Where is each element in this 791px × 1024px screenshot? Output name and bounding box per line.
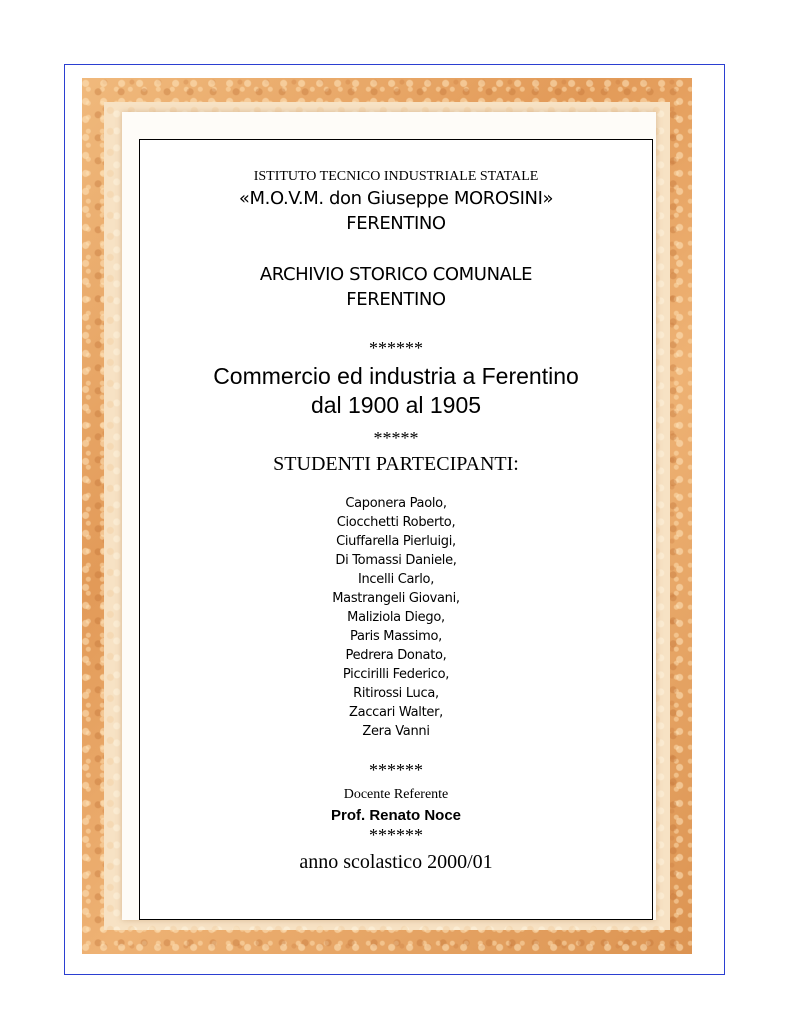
- student-name: Maliziola Diego,: [347, 610, 445, 625]
- teacher-role: Docente Referente: [343, 787, 449, 802]
- student-name: Ritirossi Luca,: [353, 686, 439, 701]
- school-city: FERENTINO: [346, 213, 446, 234]
- separator-4: ******: [369, 825, 423, 845]
- separator-1: ******: [369, 338, 423, 358]
- student-name: Di Tomassi Daniele,: [335, 553, 457, 568]
- institute-name: ISTITUTO TECNICO INDUSTRIALE STATALE: [253, 169, 539, 184]
- student-name: Zera Vanni: [362, 724, 430, 739]
- student-name: Pedrera Donato,: [345, 648, 447, 663]
- school-year: anno scolastico 2000/01: [299, 851, 493, 873]
- document-title-line-1: Commercio ed industria a Ferentino: [213, 363, 579, 389]
- students-list: [140, 494, 652, 741]
- archive-name: ARCHIVIO STORICO COMUNALE: [259, 264, 533, 285]
- student-name: Incelli Carlo,: [357, 572, 435, 587]
- cover-page: [139, 139, 653, 920]
- student-name: Zaccari Walter,: [349, 705, 443, 720]
- student-name: Mastrangeli Giovani,: [332, 591, 460, 606]
- students-heading: STUDENTI PARTECIPANTI:: [273, 453, 519, 475]
- school-name: «M.O.V.M. don Giuseppe MOROSINI»: [238, 188, 554, 209]
- student-name: Ciuffarella Pierluigi,: [336, 534, 456, 549]
- separator-2: *****: [373, 428, 419, 448]
- student-name: Piccirilli Federico,: [342, 667, 450, 682]
- teacher-name: Prof. Renato Noce: [330, 807, 462, 824]
- student-name: Paris Massimo,: [350, 629, 442, 644]
- document-title-line-2: dal 1900 al 1905: [310, 392, 482, 418]
- archive-city: FERENTINO: [346, 289, 446, 310]
- separator-3: ******: [369, 760, 423, 780]
- student-name: Caponera Paolo,: [345, 496, 447, 511]
- student-name: Ciocchetti Roberto,: [336, 515, 456, 530]
